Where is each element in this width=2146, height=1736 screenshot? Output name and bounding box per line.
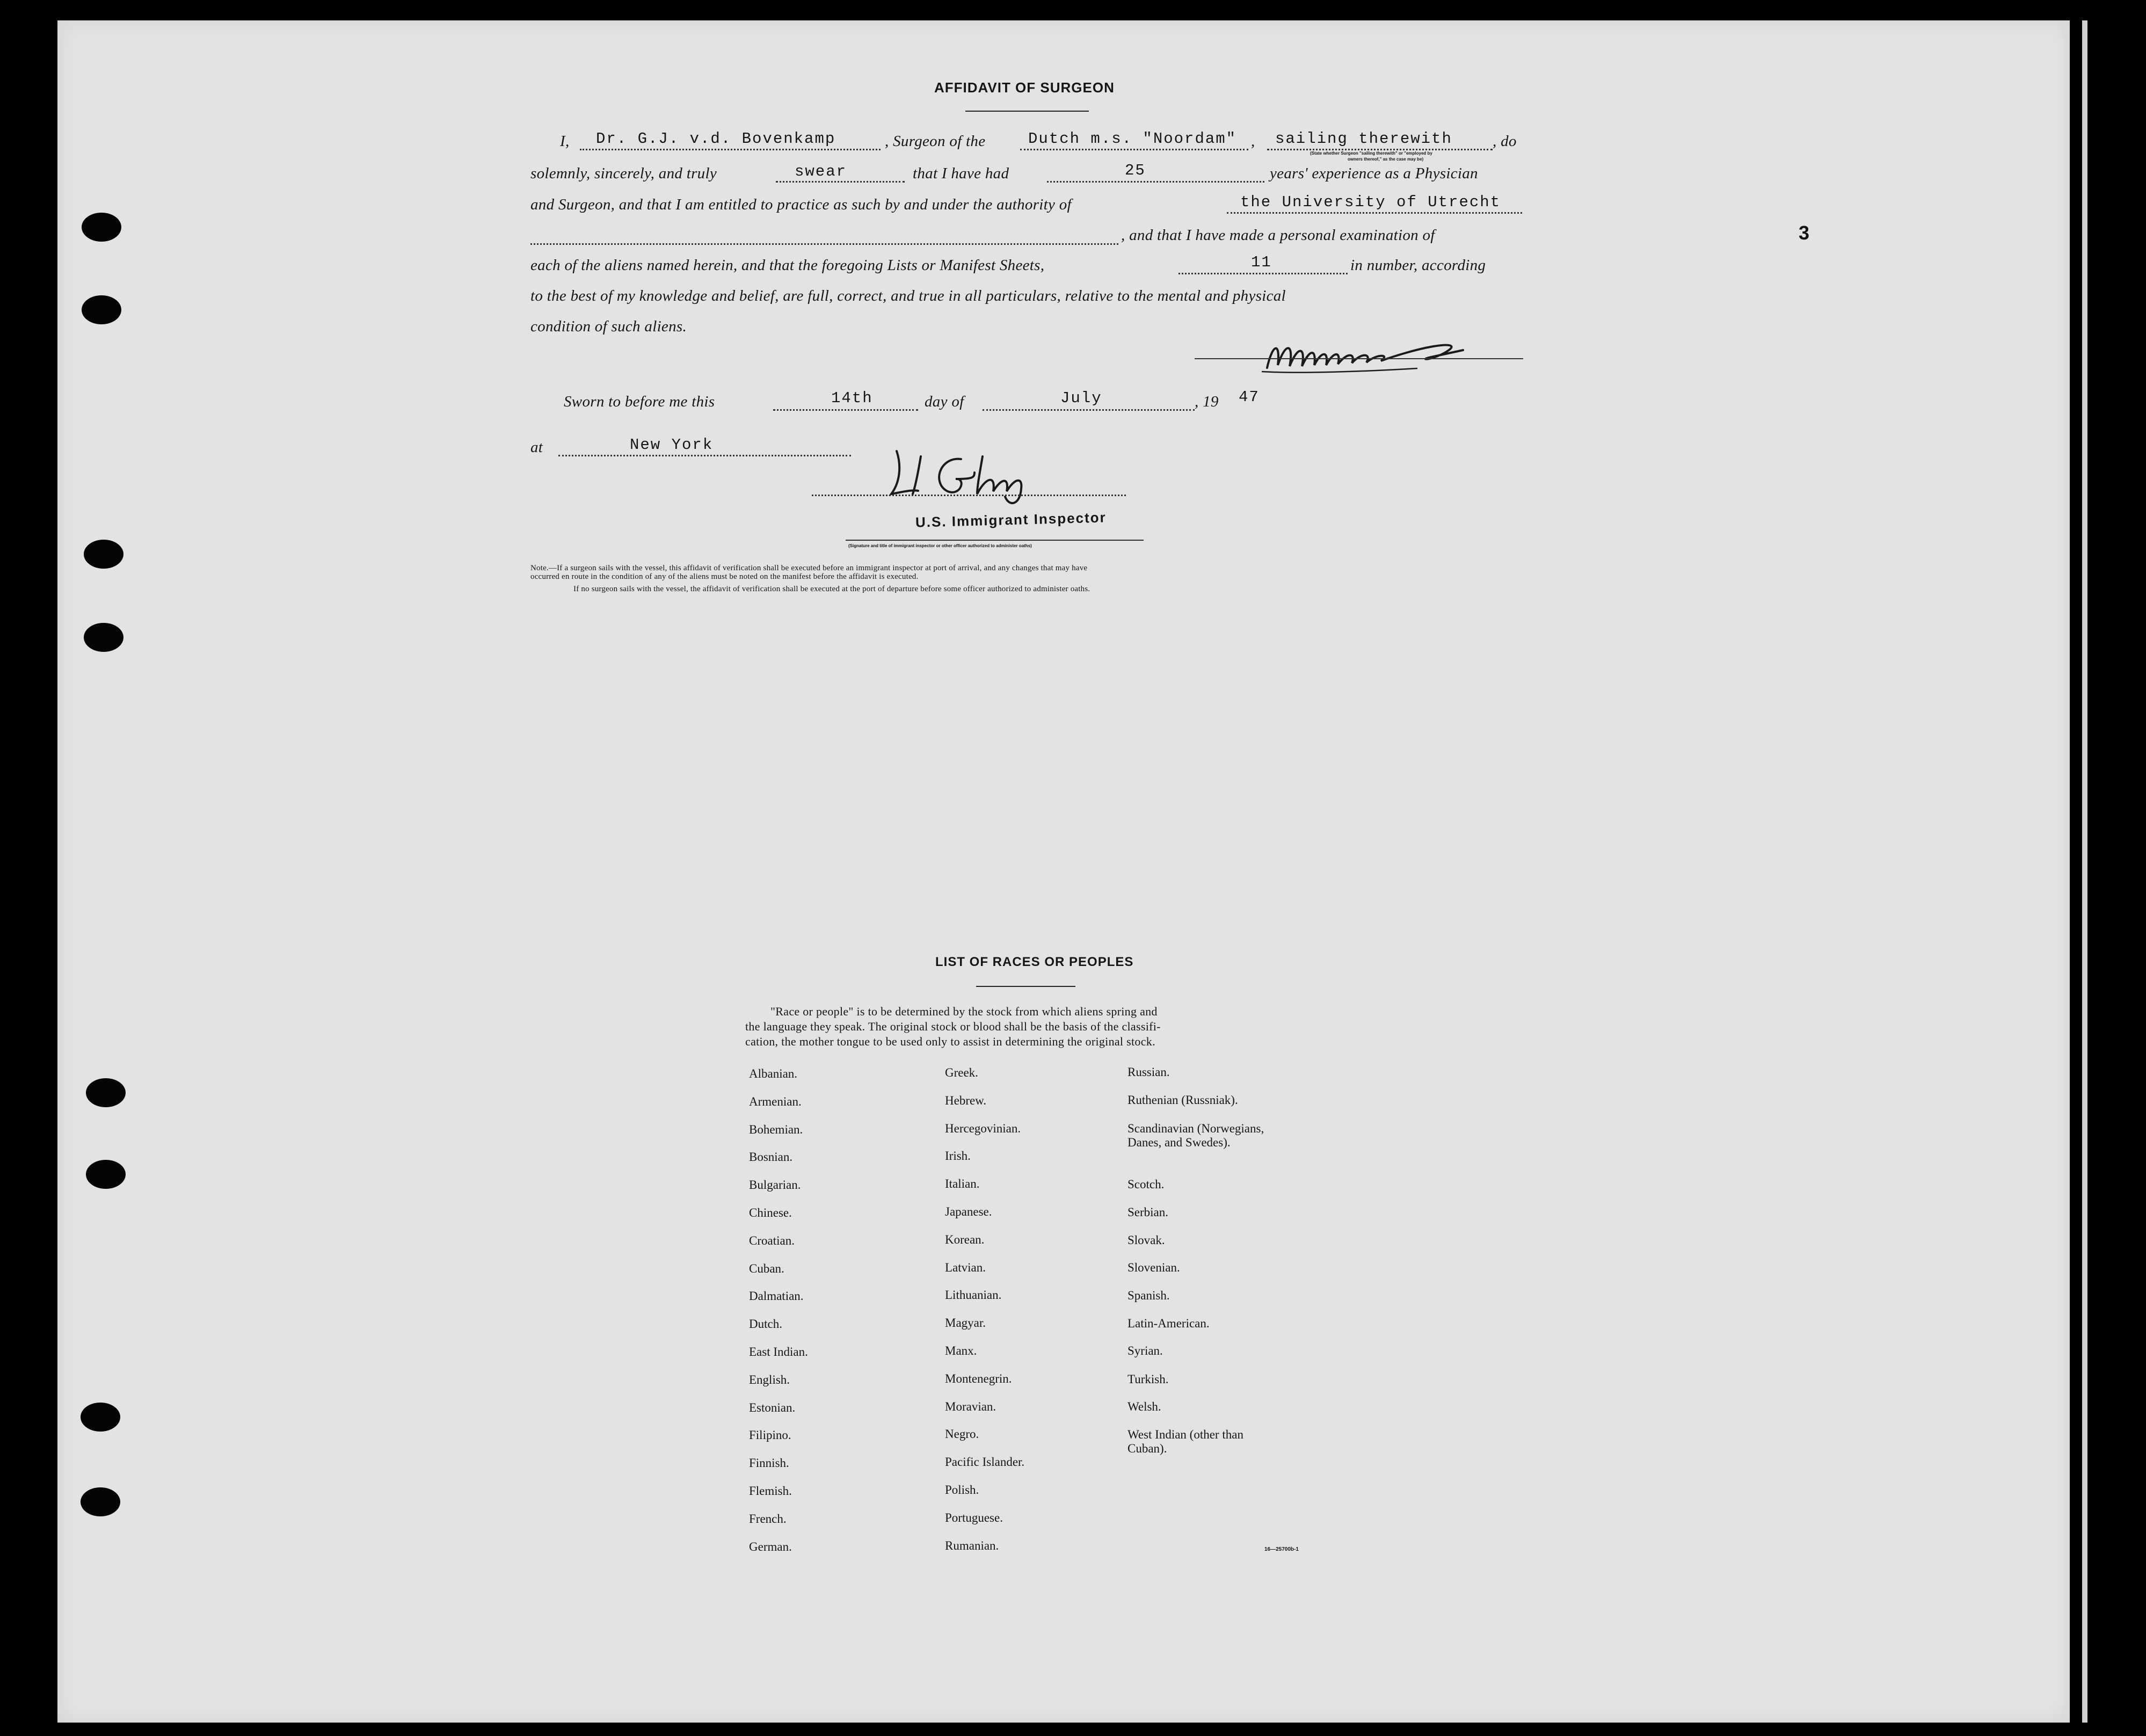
race-item: Portuguese. (945, 1511, 1003, 1524)
fill-line (558, 455, 851, 456)
race-item: Estonian. (749, 1401, 796, 1414)
affidavit-text: each of the aliens named herein, and that the foregoing Lists or Manifest Sheets, (530, 257, 1045, 274)
year-field: 47 (1239, 388, 1260, 406)
binder-hole (86, 1078, 126, 1107)
race-item: Manx. (945, 1344, 977, 1357)
fill-line (1227, 212, 1522, 214)
race-item: Cuban. (749, 1262, 784, 1275)
fill-line (580, 149, 881, 150)
race-item: Welsh. (1127, 1400, 1161, 1413)
inspector-title-line (846, 540, 1144, 541)
fill-line (1047, 181, 1264, 183)
binder-hole (84, 623, 123, 652)
race-item: Chinese. (749, 1206, 792, 1219)
binder-hole (81, 1487, 120, 1516)
surgeon-name-field: Dr. G.J. v.d. Bovenkamp (596, 130, 836, 148)
binder-hole (84, 540, 123, 569)
title-underline (965, 111, 1089, 112)
race-item: Scotch. (1127, 1178, 1165, 1191)
race-item: Ruthenian (Russniak). (1127, 1093, 1238, 1107)
place-field: New York (630, 436, 714, 454)
race-item: Scandinavian (Norwegians, (1127, 1122, 1264, 1135)
race-item: Finnish. (749, 1456, 789, 1470)
race-item: English. (749, 1373, 790, 1386)
race-item: Filipino. (749, 1428, 791, 1442)
sworn-text: , 19 (1195, 393, 1219, 410)
vessel-field: Dutch m.s. "Noordam" (1028, 130, 1237, 148)
margin-page-number: 3 (1799, 222, 1810, 244)
sailing-field: sailing therewith (1275, 130, 1452, 148)
race-item: Bosnian. (749, 1150, 793, 1164)
race-item: Serbian. (1127, 1205, 1169, 1219)
affidavit-text: , and that I have made a personal examination of (1121, 227, 1435, 244)
races-intro: the language they speak. The original stock or blood shall be the basis of the classifi- (745, 1020, 1161, 1033)
inspector-signature (881, 440, 1063, 510)
race-item: French. (749, 1512, 787, 1526)
race-item: Turkish. (1127, 1372, 1169, 1386)
binder-hole (81, 1403, 120, 1432)
race-item: Rumanian. (945, 1539, 999, 1552)
fill-line (1267, 149, 1493, 150)
surgeon-signature (1256, 322, 1487, 381)
binder-hole (82, 213, 121, 242)
note-text: Note.—If a surgeon sails with the vessel, this affidavit of verification shall be executed before an immigrant inspector at port of arrival, and any changes that may have (530, 564, 1088, 572)
race-item: Syrian. (1127, 1344, 1163, 1357)
race-item: Moravian. (945, 1400, 996, 1413)
race-item: Dalmatian. (749, 1289, 804, 1303)
affidavit-text: I, (560, 133, 570, 150)
race-item: Armenian. (749, 1095, 802, 1108)
fill-line (530, 243, 1118, 245)
race-item: Lithuanian. (945, 1288, 1002, 1302)
race-item: Irish. (945, 1149, 971, 1163)
race-item: Bohemian. (749, 1123, 803, 1136)
binder-hole (82, 295, 121, 324)
at-text: at (530, 439, 543, 456)
surgeon-signature-line (1195, 358, 1523, 359)
note-text: If no surgeon sails with the vessel, the affidavit of verification shall be executed at the port of departure before some officer authorized to administer oaths. (573, 585, 1090, 593)
race-item: Negro. (945, 1427, 979, 1441)
fill-line (773, 409, 918, 411)
race-item: Japanese. (945, 1205, 992, 1218)
race-item: Slovak. (1127, 1233, 1165, 1247)
title-underline (976, 986, 1075, 987)
sworn-text: day of (925, 393, 964, 410)
race-item: East Indian. (749, 1345, 808, 1359)
fill-line (1020, 149, 1248, 150)
races-intro: "Race or people" is to be determined by the stock from which aliens spring and (770, 1005, 1158, 1018)
affidavit-text: that I have had (913, 165, 1009, 182)
affidavit-title: AFFIDAVIT OF SURGEON (934, 79, 1115, 96)
race-item: Montenegrin. (945, 1372, 1012, 1385)
inspector-stamp: U.S. Immigrant Inspector (915, 509, 1107, 531)
race-item: Bulgarian. (749, 1178, 801, 1192)
affidavit-text: and Surgeon, and that I am entitled to practice as such by and under the authority of (530, 196, 1072, 213)
day-field: 14th (831, 389, 873, 407)
race-item: Hebrew. (945, 1094, 987, 1107)
affidavit-text: , (1251, 133, 1255, 150)
form-page (57, 20, 2070, 1723)
authority-field: the University of Utrecht (1240, 193, 1501, 211)
affidavit-text: , Surgeon of the (885, 133, 986, 150)
race-item: Pacific Islander. (945, 1455, 1025, 1469)
affidavit-text: in number, according (1350, 257, 1486, 274)
race-item: Dutch. (749, 1317, 782, 1331)
affidavit-text: , do (1493, 133, 1517, 150)
years-field: 25 (1125, 162, 1146, 179)
race-item: German. (749, 1540, 792, 1553)
month-field: July (1060, 389, 1102, 407)
race-item: Korean. (945, 1233, 985, 1246)
sailing-note: (State whether Surgeon "sailing therewith" or "employed by (1310, 151, 1432, 156)
sheets-count-field: 11 (1251, 253, 1272, 271)
binder-hole (86, 1160, 126, 1189)
race-item: Latin-American. (1127, 1317, 1210, 1330)
races-title: LIST OF RACES OR PEOPLES (935, 955, 1134, 969)
race-item: Latvian. (945, 1261, 986, 1274)
race-item: Hercegovinian. (945, 1122, 1021, 1135)
fill-line (776, 181, 905, 183)
note-text: occurred en route in the condition of any of the aliens must be noted on the manifest before the affidavit is executed. (530, 572, 919, 581)
sworn-text: Sworn to before me this (564, 393, 715, 410)
race-item: West Indian (other than (1127, 1428, 1243, 1441)
race-item: Albanian. (749, 1067, 798, 1080)
affidavit-text: solemnly, sincerely, and truly (530, 165, 717, 182)
affidavit-text: years' experience as a Physician (1270, 165, 1478, 182)
affidavit-text: to the best of my knowledge and belief, are full, correct, and true in all particulars, relative to the mental and physical (530, 287, 1286, 304)
race-item: Magyar. (945, 1316, 986, 1330)
race-item: Spanish. (1127, 1289, 1170, 1302)
affidavit-text: condition of such aliens. (530, 318, 687, 335)
race-item: Slovenian. (1127, 1261, 1180, 1274)
sailing-note: owners thereof," as the case may be) (1348, 157, 1424, 162)
race-item: Cuban). (1127, 1442, 1167, 1455)
inspector-caption: (Signature and title of immigrant inspector or other officer authorized to administer oaths) (848, 543, 1032, 548)
race-item: Italian. (945, 1177, 980, 1190)
fill-line (983, 409, 1195, 411)
race-item: Russian. (1127, 1065, 1170, 1079)
race-item: Danes, and Swedes). (1127, 1136, 1231, 1149)
inspector-signature-line (812, 495, 1126, 496)
race-item: Greek. (945, 1066, 978, 1079)
form-number: 16—25700b-1 (1264, 1546, 1299, 1552)
race-item: Croatian. (749, 1234, 795, 1247)
races-intro: cation, the mother tongue to be used only to assist in determining the original stock. (745, 1035, 1155, 1048)
oath-field: swear (795, 163, 847, 180)
page-edge (2082, 20, 2087, 1723)
race-item: Flemish. (749, 1484, 792, 1498)
race-item: Polish. (945, 1483, 979, 1497)
fill-line (1179, 273, 1348, 274)
